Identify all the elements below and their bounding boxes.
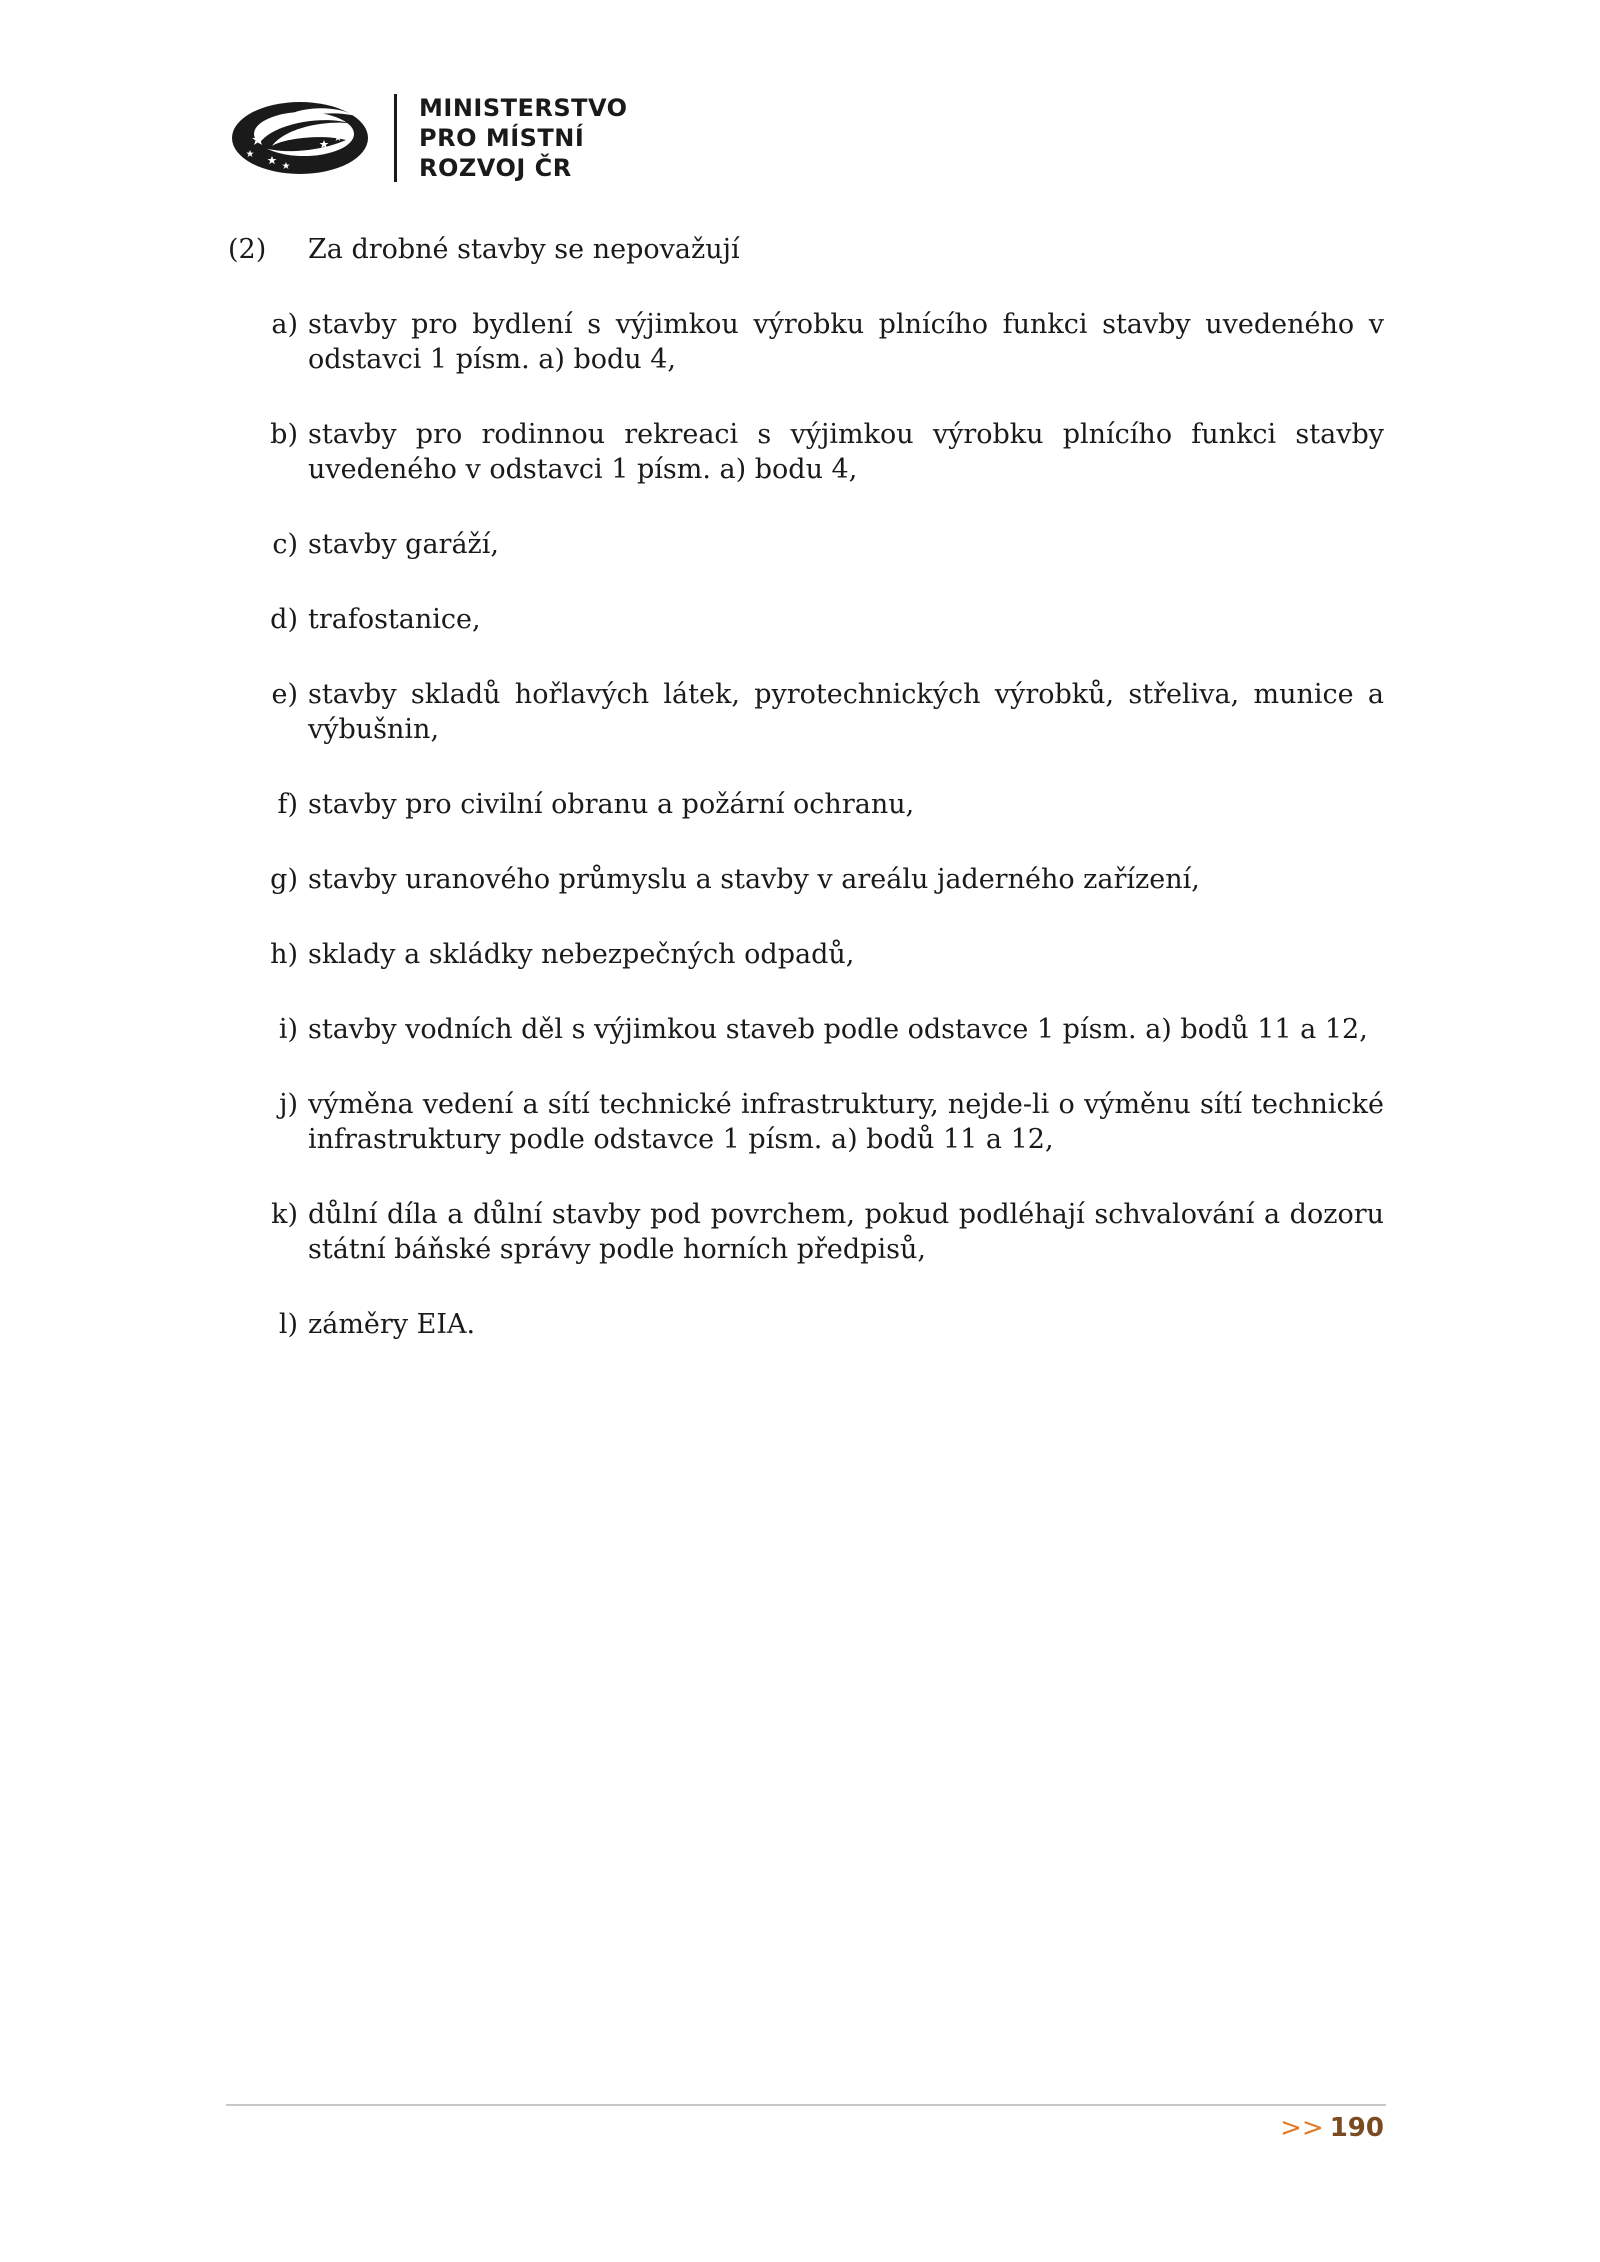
- footer-divider: [226, 2104, 1386, 2106]
- ministry-header: [228, 88, 628, 188]
- ministry-name: [419, 93, 628, 183]
- paragraph-heading: [228, 232, 1384, 267]
- page-number: [1280, 2113, 1384, 2143]
- list-item-text: záměry EIA.: [308, 1309, 476, 1340]
- list-item-marker: j): [279, 1089, 298, 1120]
- list-item-marker: c): [272, 529, 298, 560]
- list-item-marker: g): [270, 864, 298, 895]
- list-item-text: stavby pro civilní obranu a požární ochranu,: [308, 789, 915, 820]
- paragraph-intro: Za drobné stavby se nepovažují: [308, 234, 740, 265]
- list-item-text: stavby uranového průmyslu a stavby v areálu jaderného zařízení,: [308, 864, 1200, 895]
- ministry-name-line-3: ROZVOJ ČR: [419, 154, 572, 182]
- ministry-name-line-2: PRO MÍSTNÍ: [419, 124, 585, 152]
- document-body: [228, 232, 1384, 1382]
- logo-divider: [394, 94, 397, 182]
- list-item-text: důlní díla a důlní stavby pod povrchem, pokud podléhají schvalování a dozoru státní báňské správy podle horních předpisů,: [308, 1199, 1384, 1265]
- list-item-text: stavby pro rodinnou rekreaci s výjimkou výrobku plnícího funkci stavby uvedeného v odstavci 1 písm. a) bodu 4,: [308, 419, 1384, 485]
- item-list: [228, 307, 1384, 1342]
- list-item-marker: f): [277, 789, 298, 820]
- list-item: [228, 677, 1384, 747]
- list-item: [228, 527, 1384, 562]
- list-item-marker: h): [270, 939, 298, 970]
- list-item-marker: b): [270, 419, 298, 450]
- list-item: [228, 1307, 1384, 1342]
- ministry-logo-icon: [228, 94, 372, 182]
- list-item-text: sklady a skládky nebezpečných odpadů,: [308, 939, 855, 970]
- page-arrows: >>: [1280, 2113, 1324, 2143]
- list-item-text: trafostanice,: [308, 604, 481, 635]
- paragraph-number: (2): [228, 234, 267, 265]
- list-item-marker: i): [278, 1014, 298, 1045]
- list-item-text: stavby vodních děl s výjimkou staveb podle odstavce 1 písm. a) bodů 11 a 12,: [308, 1014, 1368, 1045]
- list-item-text: výměna vedení a sítí technické infrastruktury, nejde-li o výměnu sítí technické infrastruktury podle odstavce 1 písm. a) bodů 11 a 12,: [308, 1089, 1384, 1155]
- list-item-marker: k): [271, 1199, 298, 1230]
- list-item-text: stavby pro bydlení s výjimkou výrobku plnícího funkci stavby uvedeného v odstavci 1 písm. a) bodu 4,: [308, 309, 1384, 375]
- list-item-text: stavby garáží,: [308, 529, 500, 560]
- list-item: [228, 1197, 1384, 1267]
- list-item: [228, 417, 1384, 487]
- list-item-text: stavby skladů hořlavých látek, pyrotechnických výrobků, střeliva, munice a výbušnin,: [308, 679, 1384, 745]
- list-item: [228, 602, 1384, 637]
- list-item: [228, 862, 1384, 897]
- list-item-marker: a): [271, 309, 298, 340]
- list-item-marker: d): [270, 604, 298, 635]
- list-item: [228, 1012, 1384, 1047]
- list-item-marker: l): [278, 1309, 298, 1340]
- list-item-marker: e): [271, 679, 298, 710]
- list-item: [228, 307, 1384, 377]
- list-item: [228, 937, 1384, 972]
- list-item: [228, 1087, 1384, 1157]
- ministry-name-line-1: MINISTERSTVO: [419, 94, 628, 122]
- list-item: [228, 787, 1384, 822]
- page-number-value: 190: [1329, 2113, 1384, 2143]
